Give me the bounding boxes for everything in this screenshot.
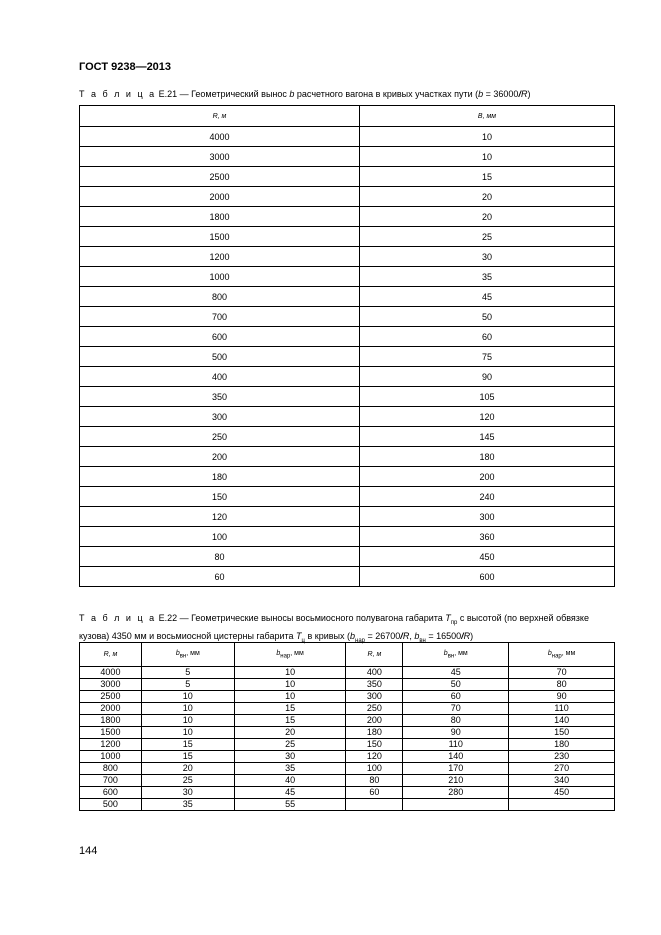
table-number: Е.22 [158, 613, 178, 623]
table-row [80, 787, 615, 799]
table-cell: 300 [346, 691, 403, 703]
table-cell: 4000 [80, 127, 360, 147]
table-cell: 45 [403, 667, 509, 679]
formula-subscript: вн [419, 637, 426, 644]
formula-subscript: нар [355, 637, 365, 644]
table-row [80, 367, 615, 387]
table-row [80, 467, 615, 487]
table-row [80, 487, 615, 507]
table-cell: 700 [80, 307, 360, 327]
table-cell: 25 [141, 775, 234, 787]
formula-value: = 36000 [483, 89, 519, 99]
table-row [80, 267, 615, 287]
table-e22 [79, 642, 615, 811]
table-cell: 1000 [80, 267, 360, 287]
table-cell: 250 [346, 703, 403, 715]
table-cell: 70 [403, 703, 509, 715]
table-row [80, 703, 615, 715]
table-cell: 600 [80, 787, 142, 799]
table-cell: 10 [141, 703, 234, 715]
table-cell: 100 [346, 763, 403, 775]
table-cell: 35 [234, 763, 346, 775]
table-row [80, 507, 615, 527]
column-header-b: B, мм [359, 106, 614, 127]
caption-variable: T [445, 613, 451, 623]
table-row [80, 447, 615, 467]
table-cell: 400 [80, 367, 360, 387]
table-row [80, 427, 615, 447]
table-cell: 450 [359, 547, 614, 567]
table-row [80, 667, 615, 679]
table-row [80, 739, 615, 751]
table-cell: 10 [234, 667, 346, 679]
table-cell: 170 [403, 763, 509, 775]
column-header-b-vn: $b_{вн}$, мм [141, 643, 234, 667]
document-header: ГОСТ 9238—2013 [79, 61, 172, 73]
table-cell: 110 [403, 739, 509, 751]
table-cell: 350 [80, 387, 360, 407]
table-row [80, 327, 615, 347]
table-cell: 90 [509, 691, 615, 703]
table-cell: 200 [359, 467, 614, 487]
caption-text: с высотой (по верхней обвязке кузова) 4350 мм и восьмиосной цистерны габарита [79, 613, 589, 641]
formula-value: = 16500 [425, 630, 462, 641]
table-cell: 300 [359, 507, 614, 527]
table-cell: 20 [359, 207, 614, 227]
table-cell: 150 [80, 487, 360, 507]
table-row [80, 187, 615, 207]
table-cell: 3000 [80, 147, 360, 167]
table-cell: 200 [80, 447, 360, 467]
table-cell [509, 799, 615, 811]
table-cell: 60 [403, 691, 509, 703]
table-cell: 15 [141, 751, 234, 763]
table-cell: 80 [403, 715, 509, 727]
table-cell: 600 [359, 567, 614, 587]
table-label: Т а б л и ц а [79, 89, 157, 99]
table-cell: 10 [141, 727, 234, 739]
caption-text: — Геометрический вынос [177, 89, 290, 99]
table-cell: 15 [234, 703, 346, 715]
table-cell: 500 [80, 347, 360, 367]
table-row [80, 775, 615, 787]
table-cell: 140 [403, 751, 509, 763]
table-cell: 70 [509, 667, 615, 679]
table-cell: 180 [359, 447, 614, 467]
table-row [80, 207, 615, 227]
table-cell: 450 [509, 787, 615, 799]
table-cell: 10 [141, 691, 234, 703]
column-header-r: R, м [80, 106, 360, 127]
table-row [80, 763, 615, 775]
formula-variable: b [414, 630, 420, 641]
table-cell: 1500 [80, 227, 360, 247]
table-cell: 15 [359, 167, 614, 187]
table-cell: 140 [509, 715, 615, 727]
formula-slash: / [518, 89, 521, 99]
table-cell: 280 [403, 787, 509, 799]
table-cell: 15 [141, 739, 234, 751]
table-cell: 80 [346, 775, 403, 787]
table-cell: 2000 [80, 187, 360, 207]
table-cell: 210 [403, 775, 509, 787]
formula-variable: R [463, 630, 471, 641]
table-cell: 60 [346, 787, 403, 799]
column-header-r: R, м [80, 643, 142, 667]
table-row [80, 387, 615, 407]
table-cell: 3000 [80, 679, 142, 691]
table-cell: 1200 [80, 739, 142, 751]
table-cell: 360 [359, 527, 614, 547]
table-cell: 45 [359, 287, 614, 307]
formula-variable: b [478, 89, 484, 99]
table-row [80, 147, 615, 167]
table-row [80, 407, 615, 427]
table-cell: 20 [359, 187, 614, 207]
table-cell: 35 [359, 267, 614, 287]
table-cell: 180 [346, 727, 403, 739]
caption-subscript: пр [450, 619, 458, 626]
table-e21 [79, 105, 615, 587]
table-cell: 1800 [80, 715, 142, 727]
caption-variable: T [296, 630, 302, 641]
table-cell: 35 [141, 799, 234, 811]
column-header-b-nar: $b_{нар}$, мм [234, 643, 346, 667]
table-row [80, 167, 615, 187]
table-row [80, 247, 615, 267]
table-cell: 150 [346, 739, 403, 751]
table-cell: 30 [141, 787, 234, 799]
table-cell: 120 [80, 507, 360, 527]
table-row [80, 287, 615, 307]
caption-text: — Геометрические выносы восьмиосного полувагона габарита [177, 613, 446, 623]
table-cell: 45 [234, 787, 346, 799]
table-cell: 350 [346, 679, 403, 691]
table-cell: 230 [509, 751, 615, 763]
table-cell: 4000 [80, 667, 142, 679]
table-cell: 90 [403, 727, 509, 739]
table-cell [346, 799, 403, 811]
table-row [80, 127, 615, 147]
table-cell: 10 [141, 715, 234, 727]
table-cell: 800 [80, 287, 360, 307]
caption-text: расчетного вагона в кривых участках пути ( [294, 89, 479, 99]
table-cell: 1500 [80, 727, 142, 739]
table-cell: 250 [80, 427, 360, 447]
caption-text: в кривых ( [304, 630, 350, 641]
table-cell: 1000 [80, 751, 142, 763]
table-cell: 240 [359, 487, 614, 507]
table-cell: 180 [509, 739, 615, 751]
table-cell: 270 [509, 763, 615, 775]
table-cell: 25 [234, 739, 346, 751]
formula-value: = 26700 [365, 630, 401, 641]
table-cell: 40 [234, 775, 346, 787]
table-row [80, 347, 615, 367]
table-cell: 25 [359, 227, 614, 247]
table-cell: 10 [359, 127, 614, 147]
table-row [80, 751, 615, 763]
table-cell: 1800 [80, 207, 360, 227]
table-cell: 20 [234, 727, 346, 739]
table-cell: 200 [346, 715, 403, 727]
table-row [80, 227, 615, 247]
table-cell: 120 [346, 751, 403, 763]
table-cell: 145 [359, 427, 614, 447]
table-cell: 2500 [80, 167, 360, 187]
table-cell: 15 [234, 715, 346, 727]
table-cell: 50 [359, 307, 614, 327]
caption-subscript: ц [301, 637, 305, 644]
table-cell: 55 [234, 799, 346, 811]
column-header-b-nar: $b_{нар}$, мм [509, 643, 615, 667]
table-cell: 180 [80, 467, 360, 487]
formula-slash: / [400, 630, 403, 641]
table-row [80, 691, 615, 703]
table-cell: 2000 [80, 703, 142, 715]
table-cell: 1200 [80, 247, 360, 267]
formula-variable: b [349, 630, 355, 641]
table-cell: 110 [509, 703, 615, 715]
formula-end: ) [527, 89, 531, 99]
formula-separator: , [409, 630, 415, 641]
table-cell: 60 [80, 567, 360, 587]
caption-variable: b [289, 89, 295, 99]
table-cell: 400 [346, 667, 403, 679]
formula-slash: / [461, 630, 464, 641]
table-cell: 10 [359, 147, 614, 167]
table-row [80, 567, 615, 587]
table-label: Т а б л и ц а [79, 613, 157, 623]
table-row [80, 715, 615, 727]
table-cell: 80 [509, 679, 615, 691]
table-cell: 700 [80, 775, 142, 787]
table-row [80, 307, 615, 327]
table-row [80, 527, 615, 547]
table-cell: 340 [509, 775, 615, 787]
table-e21-caption [79, 89, 530, 99]
formula-variable: R [520, 89, 528, 99]
table-row [80, 679, 615, 691]
table-row [80, 727, 615, 739]
table-cell: 20 [141, 763, 234, 775]
table-row [80, 799, 615, 811]
page-number: 144 [79, 845, 98, 857]
table-cell: 80 [80, 547, 360, 567]
table-cell: 105 [359, 387, 614, 407]
table-cell: 150 [509, 727, 615, 739]
table-cell: 10 [234, 679, 346, 691]
table-cell: 10 [234, 691, 346, 703]
table-cell: 30 [234, 751, 346, 763]
table-cell: 100 [80, 527, 360, 547]
table-cell: 2500 [80, 691, 142, 703]
table-cell: 90 [359, 367, 614, 387]
table-cell: 75 [359, 347, 614, 367]
formula-variable: R [402, 630, 410, 641]
table-number: Е.21 [158, 89, 178, 99]
table-cell: 50 [403, 679, 509, 691]
table-cell: 5 [141, 679, 234, 691]
table-cell: 800 [80, 763, 142, 775]
table-cell: 5 [141, 667, 234, 679]
table-cell: 60 [359, 327, 614, 347]
table-cell: 120 [359, 407, 614, 427]
table-cell: 30 [359, 247, 614, 267]
table-cell [403, 799, 509, 811]
column-header-r: R, м [346, 643, 403, 667]
table-cell: 600 [80, 327, 360, 347]
table-row [80, 547, 615, 567]
column-header-b-vn: $b_{вн}$, мм [403, 643, 509, 667]
table-cell: 500 [80, 799, 142, 811]
table-cell: 300 [80, 407, 360, 427]
formula-end: ) [470, 630, 474, 641]
